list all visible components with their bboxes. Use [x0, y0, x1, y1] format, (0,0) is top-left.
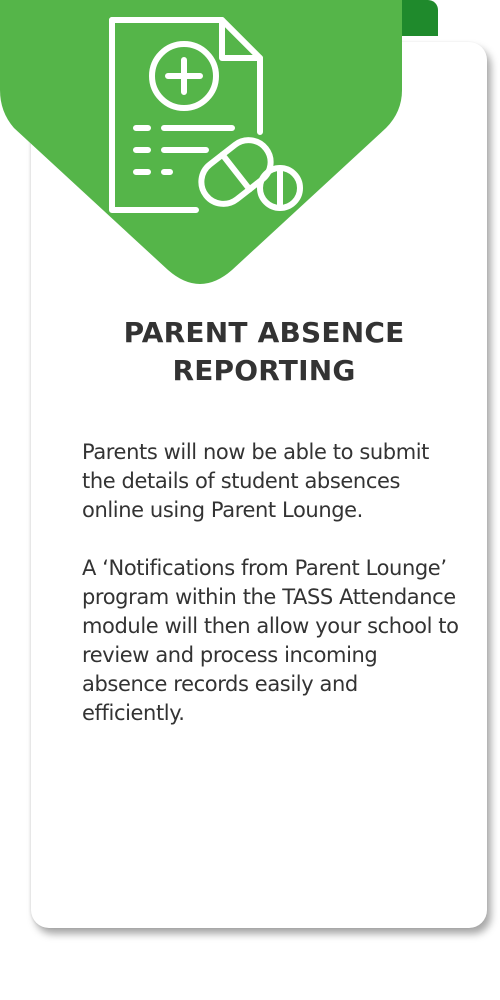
- banner: [0, 0, 402, 295]
- paragraph-notifications: A ‘Notifications from Parent Lounge’ program within the TASS Attendance module will then allow your school to review and process incoming absence records easily and efficiently.: [82, 556, 459, 725]
- banner-background: [0, 0, 402, 284]
- description: [82, 438, 464, 757]
- page-title: [0, 314, 500, 390]
- banner-shape: [0, 0, 402, 295]
- title-line-2: REPORTING: [172, 354, 356, 387]
- title-line-1: PARENT ABSENCE: [123, 316, 405, 349]
- paragraph-intro: Parents will now be able to submit the details of student absences online using Parent Lounge.: [82, 440, 430, 522]
